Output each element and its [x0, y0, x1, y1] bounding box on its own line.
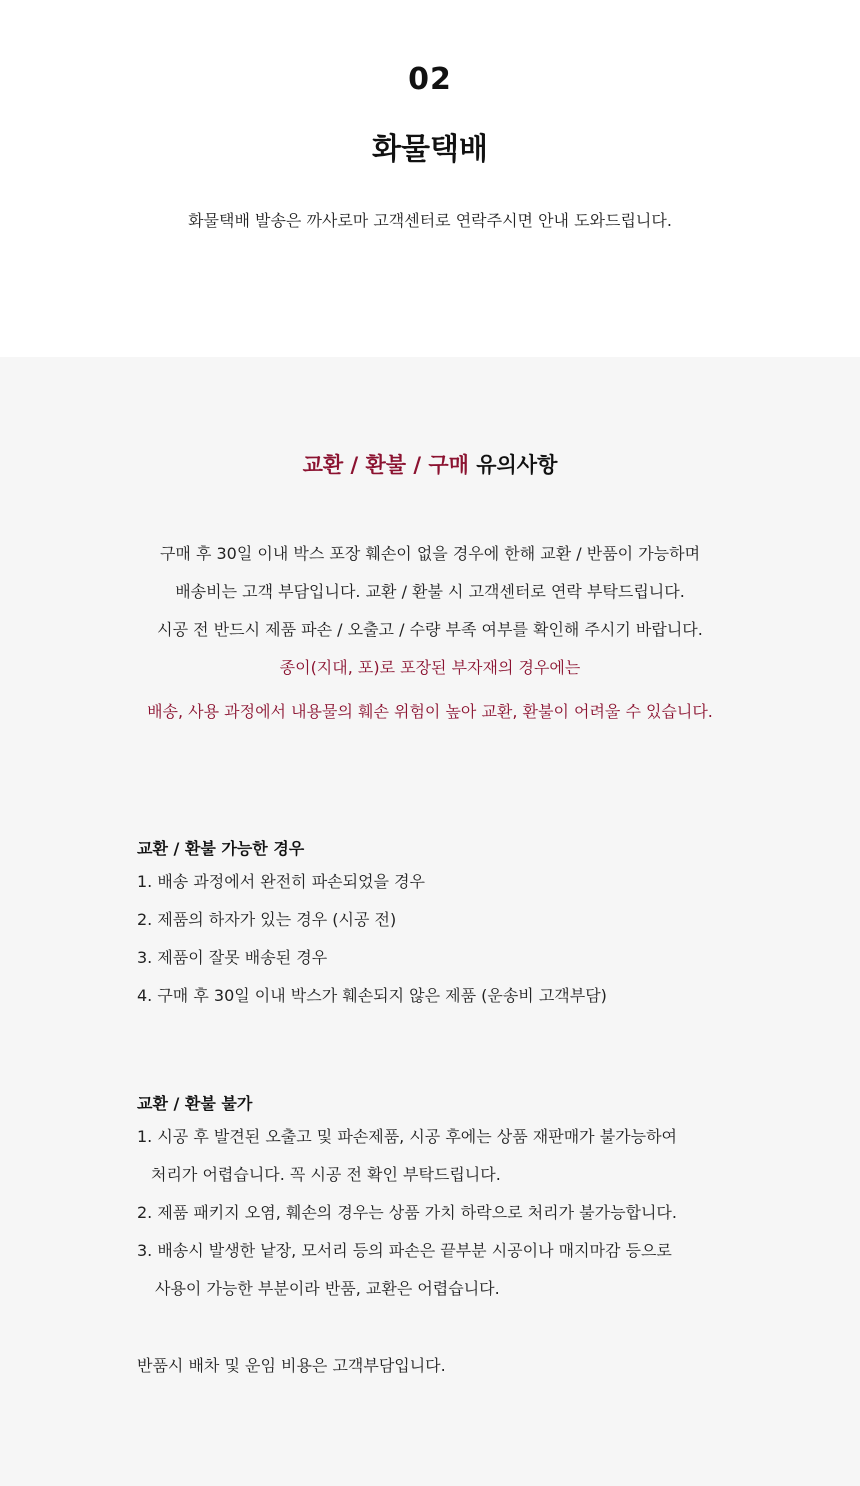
notice-section — [0, 357, 860, 1486]
list-item: 3. 배송시 발생한 낱장, 모서리 등의 파손은 끝부분 시공이나 매지마감 등으로 — [137, 1241, 672, 1260]
notice-title — [0, 449, 860, 479]
refund-possible-heading: 교환 / 환불 가능한 경우 — [137, 839, 305, 858]
step-title: 화물택배 — [372, 132, 488, 167]
refund-possible-list — [137, 835, 737, 1015]
refund-impossible-heading: 교환 / 환불 불가 — [137, 1094, 253, 1113]
list-item: 1. 배송 과정에서 완전히 파손되었을 경우 — [137, 872, 425, 891]
notice-title-plain: 유의사항 — [476, 453, 558, 477]
step-description: 화물택배 발송은 까사로마 고객센터로 연락주시면 안내 도와드립니다. — [188, 211, 672, 230]
list-item-continuation: 사용이 가능한 부분이라 반품, 교환은 어렵습니다. — [155, 1279, 500, 1298]
notice-title-accent: 교환 / 환불 / 구매 — [302, 453, 469, 477]
notice-warning-line: 배송, 사용 과정에서 내용물의 훼손 위험이 높아 교환, 환불이 어려울 수 있습니다. — [147, 702, 713, 721]
list-item: 1. 시공 후 발견된 오출고 및 파손제품, 시공 후에는 상품 재판매가 불가능하여 — [137, 1127, 677, 1146]
footer-note: 반품시 배차 및 운임 비용은 고객부담입니다. — [137, 1356, 446, 1375]
step-number: 02 — [408, 62, 452, 97]
list-item: 2. 제품의 하자가 있는 경우 (시공 전) — [137, 910, 397, 929]
notice-warning-line: 종이(지대, 포)로 포장된 부자재의 경우에는 — [279, 658, 581, 677]
list-item: 4. 구매 후 30일 이내 박스가 훼손되지 않은 제품 (운송비 고객부담) — [137, 986, 607, 1005]
notice-line: 배송비는 고객 부담입니다. 교환 / 환불 시 고객센터로 연락 부탁드립니다. — [175, 582, 685, 601]
refund-impossible-list — [137, 1090, 737, 1308]
notice-line: 시공 전 반드시 제품 파손 / 오출고 / 수량 부족 여부를 확인해 주시기 바랍니다. — [157, 620, 703, 639]
list-item-continuation: 처리가 어렵습니다. 꼭 시공 전 확인 부탁드립니다. — [151, 1165, 501, 1184]
notice-line: 구매 후 30일 이내 박스 포장 훼손이 없을 경우에 한해 교환 / 반품이 가능하며 — [159, 544, 701, 563]
delivery-section — [0, 0, 860, 357]
list-item: 3. 제품이 잘못 배송된 경우 — [137, 948, 328, 967]
list-item: 2. 제품 패키지 오염, 훼손의 경우는 상품 가치 하락으로 처리가 불가능합니다. — [137, 1203, 677, 1222]
